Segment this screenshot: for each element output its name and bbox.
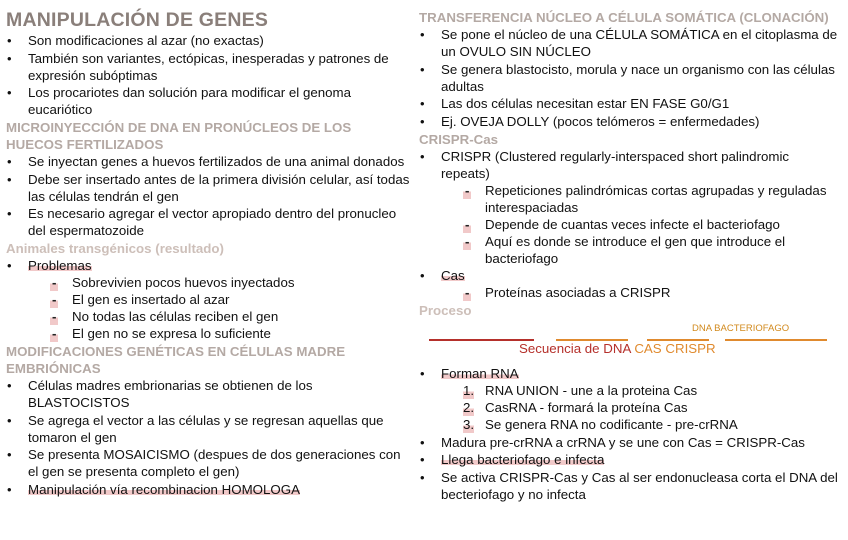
list-item: • Se agrega el vector a las células y se regresan aquellas que tomaron el gen: [6, 412, 411, 446]
list-item: • Células madres embrionarias se obtienen de los BLASTOCISTOS: [6, 377, 411, 411]
sub-list-item: 3. Se genera RNA no codificante - pre-crRNA: [463, 417, 738, 432]
list-item: • Las dos células necesitan estar EN FASE G0/G1: [419, 95, 839, 112]
right-column: [419, 0, 839, 503]
list-item: • Son modificaciones al azar (no exactas): [6, 32, 411, 49]
list-item: • CRISPR (Clustered regularly-interspaced short palindromic repeats) - Repeticiones palindrómicas cortas agrupadas y reguladas interespaciadas - Depende de cuantas veces infecte el bacteriofago - Aquí es donde se introduce el gen que introduce el bacteriofago: [419, 148, 839, 267]
sub-list-item: - Depende de cuantas veces infecte el bacteriofago: [441, 216, 839, 233]
sub-list-item: - No todas las células reciben el gen: [28, 308, 411, 325]
cas-crispr-label: CAS CRISPR: [634, 341, 716, 356]
section-title-process: Proceso: [419, 303, 472, 318]
embryonic-list: [6, 377, 411, 498]
dna-line-orange-3: [725, 339, 827, 341]
list-item: • Ej. OVEJA DOLLY (pocos telómeros = enfermedades): [419, 113, 839, 130]
crispr-sublist: [441, 182, 839, 267]
list-item: • Se genera blastocisto, morula y nace un organismo con las células adultas: [419, 61, 839, 95]
problems-list: [6, 257, 411, 342]
list-item: • Se activa CRISPR-Cas y Cas al ser endonucleasa corta el DNA del becteriofago y no infecta: [419, 469, 839, 503]
list-item: • También son variantes, ectópicas, inesperadas y patrones de expresión subóptimas: [6, 50, 411, 84]
sub-list-item: - El gen es insertado al azar: [28, 291, 411, 308]
problems-sublist: [28, 274, 411, 342]
list-item: • Debe ser insertado antes de la primera división celular, así todas las células tendrán el gen: [6, 171, 411, 205]
sub-list-item: 1. RNA UNION - une a la proteina Cas: [463, 383, 698, 398]
forman-sublist: [441, 382, 839, 433]
section-title-transfer: TRANSFERENCIA NÚCLEO A CÉLULA SOMÁTICA (CLONACIÓN): [419, 10, 829, 25]
section-title-crispr: CRISPR-Cas: [419, 131, 499, 147]
seq-dna-label: Secuencia de DNA: [519, 341, 631, 356]
section-title-transgenic: Animales transgénicos (resultado): [6, 241, 224, 256]
crispr-list: [419, 148, 839, 302]
page-title: MANIPULACIÓN DE GENES: [6, 9, 269, 31]
sub-list-item: - Proteínas asociadas a CRISPR: [441, 284, 839, 301]
list-item: • Madura pre-crRNA a crRNA y se une con Cas = CRISPR-Cas: [419, 434, 839, 451]
sub-list-item: - El gen no se expresa lo suficiente: [28, 325, 411, 342]
process-list: [419, 365, 839, 503]
list-item: • Se pone el núcleo de una CÉLULA SOMÁTICA en el citoplasma de un OVULO SIN NÚCLEO: [419, 26, 839, 60]
section-title-embryonic: MODIFICACIONES GENÉTICAS EN CÉLULAS MADRE EMBRIÓNICAS: [6, 344, 346, 376]
left-column: [6, 0, 411, 498]
list-item: • Llega bacteriofago e infecta: [419, 451, 839, 468]
sub-list-item: - Aquí es donde se introduce el gen que introduce el bacteriofago: [441, 233, 839, 267]
sequence-label: [519, 341, 716, 356]
list-item: • Es necesario agregar el vector apropiado dentro del pronucleo del espermatozoide: [6, 205, 411, 239]
sub-list-item: 2. CasRNA - formará la proteína Cas: [463, 400, 688, 415]
microinjection-list: [6, 153, 411, 239]
list-item: • Se inyectan genes a huevos fertilizados de una animal donados: [6, 153, 411, 170]
list-item: • Se presenta MOSAICISMO (despues de dos generaciones con el gen se presenta completo el gen): [6, 446, 411, 480]
sub-list-item: - Repeticiones palindrómicas cortas agrupadas y reguladas interespaciadas: [441, 182, 839, 216]
cas-sublist: [441, 284, 839, 301]
dna-diagram: [419, 319, 839, 365]
sub-list-item: - Sobrevivien pocos huevos inyectados: [28, 274, 411, 291]
transfer-list: [419, 26, 839, 130]
section-title-microinjection: MICROINYECCIÓN DE DNA EN PRONÚCLEOS DE LOS HUECOS FERTILIZADOS: [6, 120, 352, 152]
list-item: • Manipulación vía recombinacion HOMOLOGA: [6, 481, 411, 498]
dna-phage-label: DNA BACTERIOFAGO: [692, 323, 790, 334]
list-item: • Forman RNA 1. RNA UNION - une a la proteina Cas 2. CasRNA - formará la proteína Cas 3. Se genera RNA no codificante - pre-crRNA: [419, 365, 839, 433]
list-item: • Cas - Proteínas asociadas a CRISPR: [419, 267, 839, 301]
list-item: • Problemas - Sobrevivien pocos huevos inyectados - El gen es insertado al azar - No todas las células reciben el gen - El gen no se expresa lo suficiente: [6, 257, 411, 342]
list-item: • Los procariotes dan solución para modificar el genoma eucariótico: [6, 84, 411, 118]
intro-list: [6, 32, 411, 118]
